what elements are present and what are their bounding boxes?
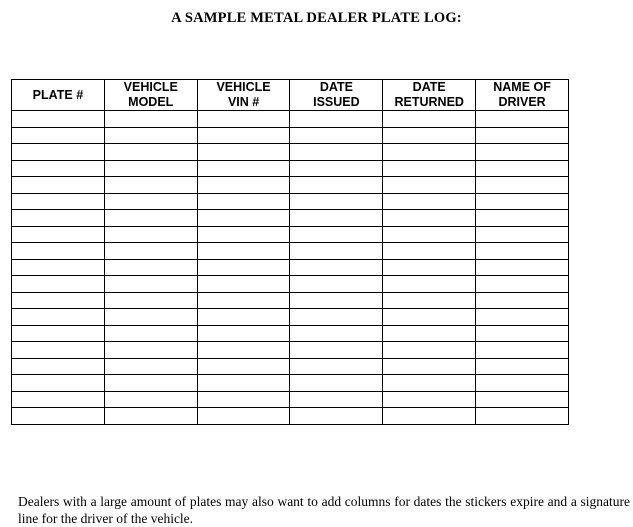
table-row — [12, 259, 569, 276]
table-cell — [383, 342, 476, 359]
table-cell — [290, 358, 383, 375]
table-cell — [12, 259, 105, 276]
header-line: VIN # — [227, 95, 260, 109]
table-cell — [290, 259, 383, 276]
header-line: DRIVER — [498, 95, 546, 109]
table-cell — [104, 243, 197, 260]
header-line: PLATE # — [32, 87, 84, 102]
table-cell — [383, 391, 476, 408]
table-cell — [197, 342, 290, 359]
table-cell — [476, 358, 569, 375]
table-cell — [290, 193, 383, 210]
table-row — [12, 391, 569, 408]
table-cell — [12, 144, 105, 161]
table-cell — [476, 127, 569, 144]
table-row — [12, 292, 569, 309]
table-cell — [290, 292, 383, 309]
table-row — [12, 375, 569, 392]
table-cell — [12, 391, 105, 408]
header-line: ISSUED — [313, 95, 360, 109]
table-cell — [197, 177, 290, 194]
table-cell — [104, 358, 197, 375]
table-cell — [290, 276, 383, 293]
table-row — [12, 342, 569, 359]
table-cell — [197, 292, 290, 309]
column-header-vehicle-model — [104, 80, 197, 111]
table-cell — [12, 243, 105, 260]
table-cell — [104, 391, 197, 408]
table-cell — [476, 144, 569, 161]
column-header-date-issued — [290, 80, 383, 111]
table-cell — [12, 358, 105, 375]
header-line: DATE — [412, 80, 446, 94]
table-cell — [197, 358, 290, 375]
table-row — [12, 127, 569, 144]
table-cell — [383, 243, 476, 260]
table-cell — [197, 111, 290, 128]
table-row — [12, 193, 569, 210]
table-cell — [197, 375, 290, 392]
table-cell — [197, 408, 290, 425]
header-line: NAME OF — [493, 80, 551, 94]
table-cell — [476, 408, 569, 425]
table-cell — [476, 177, 569, 194]
table-cell — [197, 127, 290, 144]
header-line: MODEL — [128, 95, 174, 109]
table-row — [12, 358, 569, 375]
table-cell — [104, 375, 197, 392]
table-cell — [197, 193, 290, 210]
table-cell — [197, 391, 290, 408]
table-cell — [290, 309, 383, 326]
table-cell — [12, 292, 105, 309]
table-cell — [12, 325, 105, 342]
table-row — [12, 309, 569, 326]
table-cell — [476, 276, 569, 293]
table-row — [12, 276, 569, 293]
footnote-text: Dealers with a large amount of plates may also want to add columns for dates the stickers expire and a signature line for the driver of the vehicle. — [18, 493, 630, 526]
header-line: VEHICLE — [216, 80, 271, 94]
table-cell — [12, 177, 105, 194]
table-cell — [383, 375, 476, 392]
table-cell — [290, 177, 383, 194]
table-cell — [476, 342, 569, 359]
table-header-row — [12, 80, 569, 111]
header-line: VEHICLE — [123, 80, 178, 94]
table-cell — [476, 193, 569, 210]
header-line: DATE — [319, 80, 353, 94]
table-row — [12, 111, 569, 128]
table-row — [12, 210, 569, 227]
column-header-plate — [12, 80, 105, 111]
table-cell — [383, 226, 476, 243]
table-row — [12, 325, 569, 342]
table-cell — [104, 325, 197, 342]
table-cell — [12, 127, 105, 144]
table-cell — [104, 276, 197, 293]
table-cell — [104, 144, 197, 161]
table-cell — [12, 408, 105, 425]
table-cell — [197, 276, 290, 293]
table-cell — [476, 160, 569, 177]
table-cell — [12, 226, 105, 243]
table-row — [12, 243, 569, 260]
table-cell — [476, 243, 569, 260]
table-cell — [290, 325, 383, 342]
table-cell — [290, 243, 383, 260]
page-title: A SAMPLE METAL DEALER PLATE LOG: — [171, 10, 462, 26]
table-cell — [104, 292, 197, 309]
column-header-driver-name — [476, 80, 569, 111]
table-cell — [104, 309, 197, 326]
table-cell — [290, 226, 383, 243]
table-cell — [290, 160, 383, 177]
table-cell — [476, 259, 569, 276]
plate-log-table — [11, 79, 569, 425]
table-cell — [104, 210, 197, 227]
table-cell — [104, 408, 197, 425]
table-cell — [290, 391, 383, 408]
table-cell — [12, 160, 105, 177]
table-cell — [383, 144, 476, 161]
header-line: RETURNED — [394, 95, 464, 109]
table-cell — [197, 325, 290, 342]
table-cell — [104, 111, 197, 128]
table-body — [12, 111, 569, 425]
table-cell — [104, 259, 197, 276]
table-cell — [12, 210, 105, 227]
table-cell — [290, 111, 383, 128]
table-cell — [12, 193, 105, 210]
table-cell — [290, 210, 383, 227]
table-cell — [476, 375, 569, 392]
table-cell — [12, 342, 105, 359]
table-cell — [104, 342, 197, 359]
table-cell — [12, 309, 105, 326]
table-row — [12, 408, 569, 425]
table-cell — [383, 111, 476, 128]
table-cell — [12, 276, 105, 293]
column-header-date-returned — [383, 80, 476, 111]
table-cell — [104, 226, 197, 243]
table-cell — [197, 243, 290, 260]
table-cell — [197, 160, 290, 177]
table-cell — [104, 160, 197, 177]
table-cell — [383, 309, 476, 326]
table-row — [12, 144, 569, 161]
table-cell — [383, 160, 476, 177]
table-cell — [383, 358, 476, 375]
table-cell — [197, 309, 290, 326]
table-cell — [197, 144, 290, 161]
table-cell — [197, 226, 290, 243]
table-row — [12, 177, 569, 194]
table-cell — [476, 325, 569, 342]
table-cell — [197, 210, 290, 227]
table-cell — [476, 226, 569, 243]
table-cell — [383, 408, 476, 425]
table-cell — [383, 210, 476, 227]
table-cell — [104, 127, 197, 144]
table-cell — [290, 408, 383, 425]
table-cell — [476, 111, 569, 128]
table-cell — [383, 259, 476, 276]
table-cell — [104, 193, 197, 210]
table-cell — [290, 375, 383, 392]
table-cell — [476, 309, 569, 326]
table-cell — [383, 325, 476, 342]
column-header-vehicle-vin — [197, 80, 290, 111]
table-cell — [197, 259, 290, 276]
table-cell — [383, 292, 476, 309]
table-cell — [290, 144, 383, 161]
table-row — [12, 226, 569, 243]
table-cell — [383, 127, 476, 144]
table-cell — [476, 292, 569, 309]
table-cell — [476, 391, 569, 408]
table-cell — [476, 210, 569, 227]
table-row — [12, 160, 569, 177]
table-cell — [290, 342, 383, 359]
table-cell — [383, 193, 476, 210]
table-cell — [290, 127, 383, 144]
table-cell — [383, 177, 476, 194]
table-cell — [104, 177, 197, 194]
table-cell — [383, 276, 476, 293]
table-cell — [12, 375, 105, 392]
table-cell — [12, 111, 105, 128]
